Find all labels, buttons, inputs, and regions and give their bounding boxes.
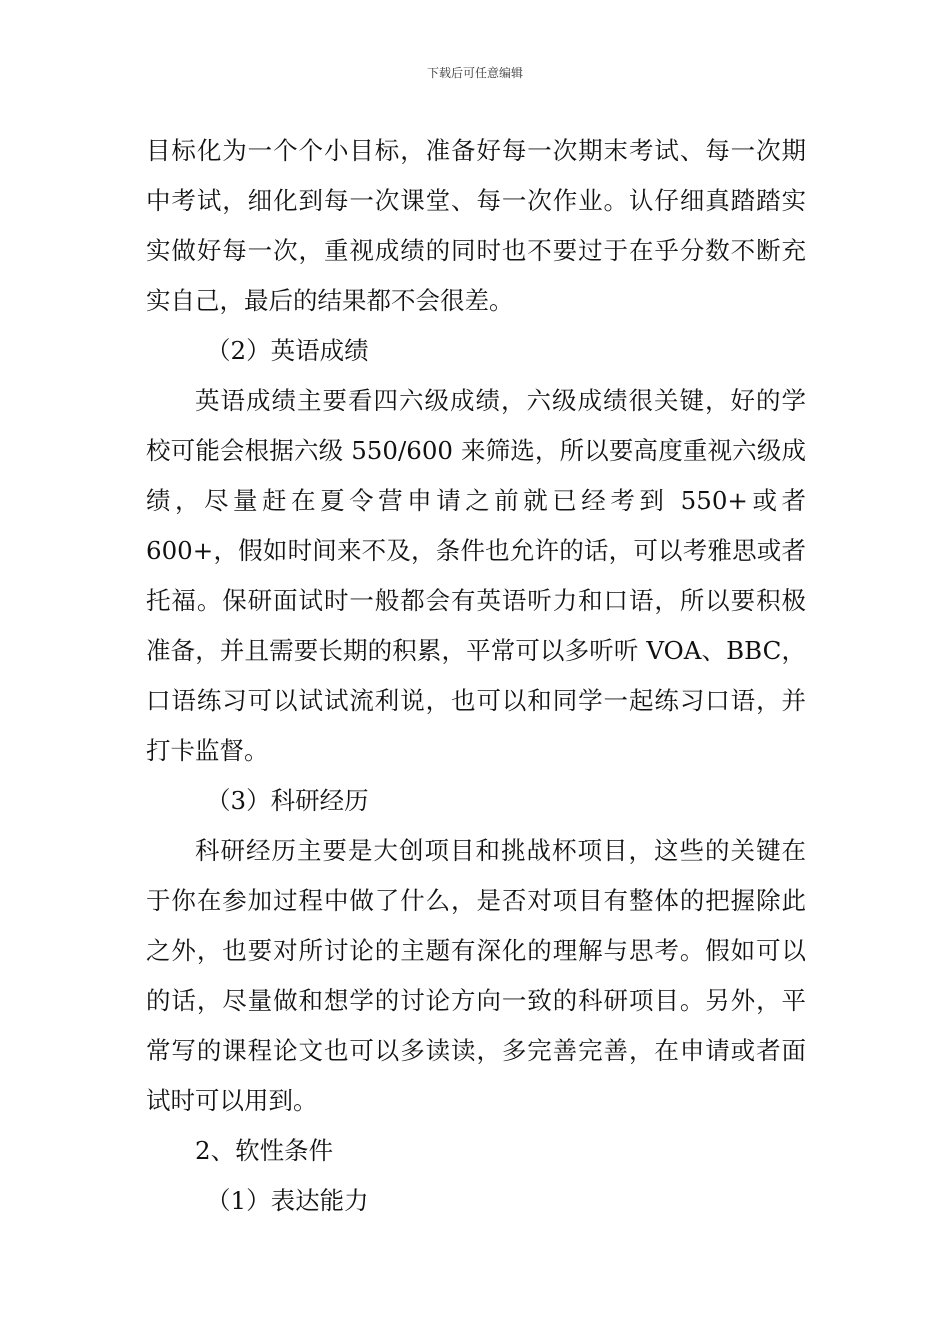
- heading-english-scores: （2）英语成绩: [206, 336, 369, 365]
- paragraph-research: 科研经历主要是大创项目和挑战杯项目，这些的关键在于你在参加过程中做了什么，是否对项目有整体的把握除此之外，也要对所讨论的主题有深化的理解与思考。假如可以的话，尽量做和想学的讨论方向一致的科研项目。另外，平常写的课程论文也可以多读读，多完善完善，在申请或者面试时可以用到。: [146, 836, 806, 1115]
- paragraph-study-goals: 目标化为一个个小目标，准备好每一次期末考试、每一次期中考试，细化到每一次课堂、每一次作业。认仔细真踏踏实实做好每一次，重视成绩的同时也不要过于在乎分数不断充实自己，最后的结果都不会很差。: [146, 136, 806, 315]
- page-header: 下载后可任意编辑: [426, 66, 523, 80]
- paragraph-english: 英语成绩主要看四六级成绩，六级成绩很关键，好的学校可能会根据六级 550/600 来筛选，所以要高度重视六级成绩，尽量赶在夏令营申请之前就已经考到 550+或者 600+，假如时间来不及，条件也允许的话，可以考雅思或者托福。保研面试时一般都会有英语听力和口语，所以要积极准备，并且需要长期的积累，平常可以多听听 VOA、BBC，口语练习可以试试流利说，也可以和同学一起练习口语，并打卡监督。: [146, 386, 806, 765]
- heading-soft-skills: 2、软性条件: [195, 1136, 334, 1165]
- heading-research-experience: （3）科研经历: [206, 786, 369, 815]
- document-body: [146, 126, 806, 1226]
- heading-expression-ability: （1）表达能力: [206, 1186, 369, 1215]
